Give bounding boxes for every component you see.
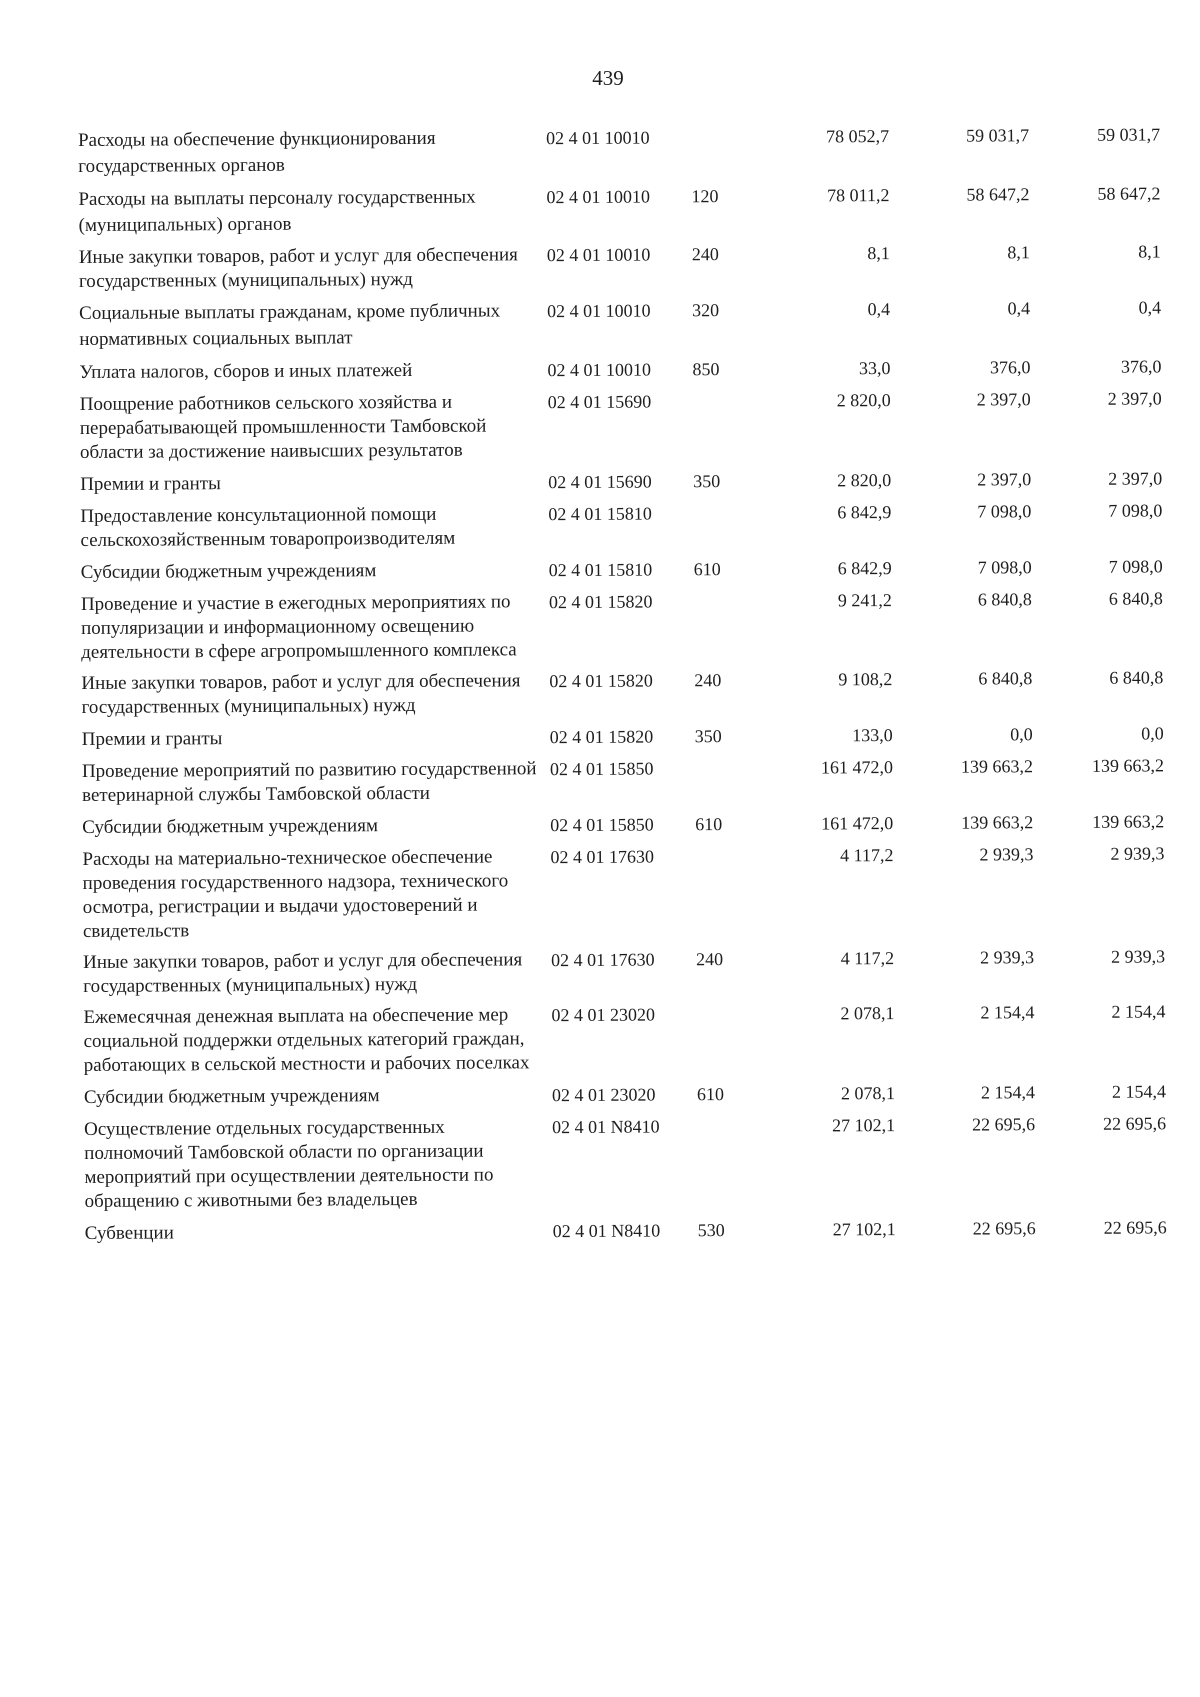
row-type: 120: [691, 186, 719, 207]
row-code: 02 4 01 N8410: [552, 1116, 660, 1138]
row-name: Премии и гранты: [81, 728, 223, 750]
row-code: 02 4 01 15690: [548, 471, 652, 493]
row-code: 02 4 01 10010: [547, 300, 651, 322]
row-value-2: 8,1: [1007, 242, 1030, 263]
row-value-3: 0,0: [1141, 723, 1164, 744]
row-value-2: 22 695,6: [972, 1114, 1036, 1135]
row-value-2: 58 647,2: [966, 184, 1030, 205]
row-value-2: 7 098,0: [977, 557, 1032, 578]
row-value-2: 139 663,2: [961, 812, 1034, 833]
row-type: 240: [694, 670, 722, 691]
row-value-2: 2 154,4: [980, 1002, 1035, 1023]
row-type: 240: [696, 949, 724, 970]
row-value-2: 2 397,0: [977, 469, 1032, 490]
row-value-1: 78 052,7: [826, 126, 890, 147]
row-name: Проведение и участие в ежегодных мероприятиях по популяризации и информационному освещению деятельности в сфере агропромышленного комплекса: [80, 591, 517, 663]
row-name: Уплата налогов, сборов и иных платежей: [79, 359, 413, 383]
row-value-1: 9 241,2: [837, 590, 892, 611]
row-value-3: 7 098,0: [1108, 500, 1163, 521]
row-value-2: 376,0: [989, 357, 1031, 378]
row-value-3: 2 939,3: [1111, 946, 1166, 967]
row-value-1: 161 472,0: [820, 757, 893, 778]
row-name: Иные закупки товаров, работ и услуг для обеспечения государственных (муниципальных) нужд: [81, 670, 521, 718]
row-value-3: 6 840,8: [1109, 667, 1164, 688]
row-value-3: 2 939,3: [1110, 843, 1165, 864]
row-value-2: 2 939,3: [979, 844, 1034, 865]
row-code: 02 4 01 15820: [549, 670, 653, 692]
row-value-2: 2 939,3: [980, 947, 1035, 968]
row-type: 610: [696, 1084, 724, 1105]
table-row: [81, 553, 1171, 586]
row-value-1: 133,0: [852, 725, 893, 746]
row-value-1: 2 820,0: [836, 390, 891, 411]
row-name: Проведение мероприятий по развитию государственной ветеринарной службы Тамбовской области: [81, 758, 537, 806]
row-value-2: 0,0: [1010, 724, 1033, 745]
row-code: 02 4 01 10010: [546, 244, 651, 266]
row-code: 02 4 01 15690: [547, 391, 652, 413]
row-code: 02 4 01 10010: [547, 359, 652, 381]
table-row: [85, 1214, 1175, 1247]
row-code: 02 4 01 10010: [546, 186, 650, 208]
row-code: 02 4 01 N8410: [552, 1220, 661, 1242]
row-value-3: 22 695,6: [1103, 1217, 1167, 1238]
table-row: [82, 753, 1172, 808]
row-type: 610: [695, 814, 723, 835]
row-value-1: 0,4: [867, 299, 891, 320]
row-value-2: 59 031,7: [966, 125, 1030, 146]
row-value-2: 22 695,6: [972, 1218, 1036, 1239]
table-row: [79, 294, 1169, 353]
row-name: Субсидии бюджетным учреждениям: [83, 1085, 380, 1108]
row-name: Премии и гранты: [80, 473, 221, 495]
row-name: Расходы на выплаты персоналу государственных (муниципальных) органов: [78, 186, 476, 236]
row-value-3: 59 031,7: [1096, 124, 1161, 145]
row-value-3: 2 397,0: [1107, 388, 1162, 409]
row-value-1: 78 011,2: [827, 185, 890, 206]
table-row: [78, 121, 1168, 180]
row-code: 02 4 01 23020: [551, 1004, 655, 1026]
row-type: 850: [692, 359, 720, 380]
row-code: 02 4 01 17630: [550, 846, 655, 868]
row-code: 02 4 01 15810: [548, 559, 653, 581]
row-code: 02 4 01 15810: [548, 503, 652, 525]
row-value-3: 139 663,2: [1092, 811, 1165, 832]
row-value-3: 22 695,6: [1103, 1113, 1167, 1134]
row-value-1: 2 078,1: [840, 1083, 895, 1104]
row-value-3: 58 647,2: [1097, 183, 1161, 204]
row-value-3: 139 663,2: [1091, 755, 1164, 776]
row-name: Осуществление отдельных государственных полномочий Тамбовской области по организации мероприятий при осуществлении деятельности по обращению с животными без владельцев: [84, 1116, 494, 1212]
row-value-3: 6 840,8: [1108, 588, 1163, 609]
row-value-3: 8,1: [1138, 241, 1161, 262]
row-value-2: 0,4: [1007, 298, 1031, 319]
row-value-1: 2 820,0: [837, 470, 892, 491]
row-name: Поощрение работников сельского хозяйства и перерабатывающей промышленности Тамбовской области за достижение наивысших результатов: [79, 391, 487, 463]
table-row: [79, 353, 1169, 386]
row-value-1: 2 078,1: [840, 1003, 895, 1024]
row-name: Расходы на обеспечение функционирования государственных органов: [78, 127, 436, 177]
row-type: 240: [691, 244, 719, 265]
row-name: Расходы на материально-техническое обеспечение проведения государственного надзора, технического осмотра, регистрации и выдачи удостоверений и свидетельств: [82, 846, 509, 942]
row-type: 610: [693, 559, 721, 580]
row-name: Субсидии бюджетным учреждениям: [80, 560, 377, 583]
table-row: [80, 498, 1170, 553]
row-name: Предоставление консультационной помощи сельскохозяйственным товаропроизводителям: [80, 503, 456, 551]
row-type: 530: [697, 1220, 725, 1241]
row-value-1: 33,0: [858, 358, 891, 379]
row-value-3: 376,0: [1120, 356, 1162, 377]
row-code: 02 4 01 15850: [550, 814, 654, 836]
row-code: 02 4 01 17630: [551, 949, 655, 971]
row-value-2: 139 663,2: [960, 756, 1033, 777]
row-value-1: 27 102,1: [832, 1115, 896, 1136]
row-name: Иные закупки товаров, работ и услуг для обеспечения государственных (муниципальных) нужд: [83, 949, 523, 997]
table-row: [79, 239, 1169, 294]
table-row: [80, 465, 1170, 498]
table-row: [81, 665, 1171, 720]
page-number: 439: [592, 66, 624, 90]
row-name: Ежемесячная денежная выплата на обеспечение мер социальной поддержки отдельных категорий граждан, работающих в сельской местности и рабочих поселках: [83, 1004, 530, 1076]
row-value-1: 4 117,2: [840, 948, 895, 969]
row-value-2: 6 840,8: [978, 668, 1033, 689]
table-row: [82, 808, 1172, 841]
table-row: [82, 841, 1173, 944]
row-value-1: 4 117,2: [840, 845, 894, 866]
budget-table: [78, 121, 1175, 1254]
row-value-1: 8,1: [867, 243, 890, 264]
row-value-2: 2 154,4: [980, 1082, 1035, 1103]
table-row: [84, 1111, 1175, 1214]
table-row: [84, 1078, 1174, 1111]
row-value-3: 2 154,4: [1111, 1001, 1166, 1022]
table-row: [81, 586, 1171, 665]
table-row: [78, 180, 1168, 239]
table-row: [80, 386, 1170, 465]
row-code: 02 4 01 15850: [549, 758, 654, 780]
table-row: [83, 944, 1173, 999]
row-value-2: 7 098,0: [977, 501, 1032, 522]
row-type: 350: [693, 471, 721, 492]
row-name: Иные закупки товаров, работ и услуг для обеспечения государственных (муниципальных) нужд: [78, 244, 518, 292]
row-value-3: 7 098,0: [1108, 556, 1163, 577]
row-type: 350: [694, 726, 722, 747]
row-value-1: 161 472,0: [821, 813, 894, 834]
row-type: 320: [692, 300, 720, 321]
row-value-3: 0,4: [1138, 297, 1162, 318]
row-value-1: 6 842,9: [837, 502, 892, 523]
row-value-3: 2 154,4: [1111, 1081, 1166, 1102]
table-row: [83, 999, 1173, 1078]
row-value-2: 6 840,8: [977, 589, 1032, 610]
row-code: 02 4 01 15820: [548, 591, 653, 613]
row-name: Субсидии бюджетным учреждениям: [82, 815, 379, 838]
row-code: 02 4 01 10010: [546, 127, 650, 149]
row-value-3: 2 397,0: [1108, 468, 1163, 489]
row-name: Субвенции: [84, 1222, 174, 1244]
row-value-1: 6 842,9: [837, 558, 892, 579]
table-row: [82, 720, 1172, 753]
row-value-1: 27 102,1: [832, 1219, 896, 1240]
row-value-1: 9 108,2: [838, 669, 893, 690]
row-value-2: 2 397,0: [976, 389, 1031, 410]
row-code: 02 4 01 23020: [551, 1084, 656, 1106]
row-name: Социальные выплаты гражданам, кроме публичных нормативных социальных выплат: [79, 300, 501, 350]
row-code: 02 4 01 15820: [549, 726, 654, 748]
